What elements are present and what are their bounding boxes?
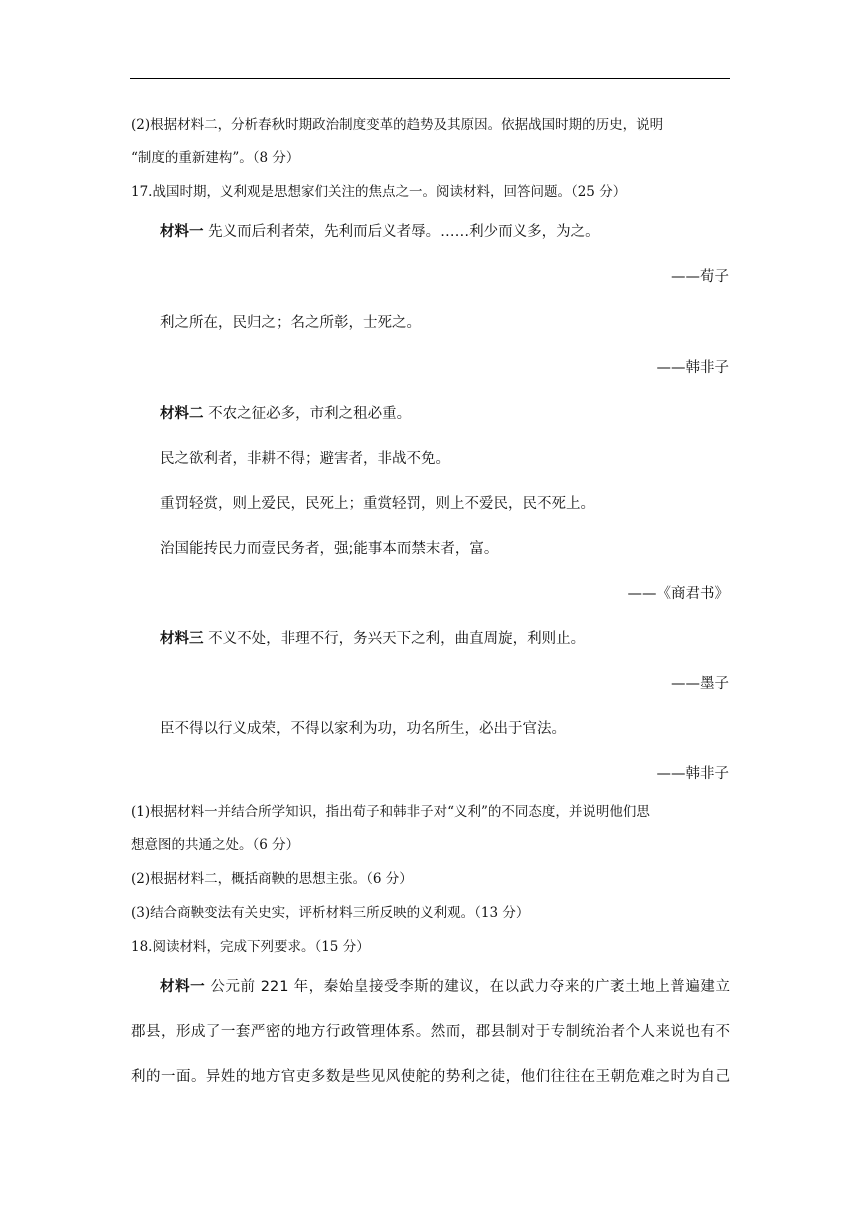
q17-material-1 bbox=[160, 220, 600, 241]
q17-material-3 bbox=[160, 627, 585, 648]
q17-material-3-source: ——墨子 bbox=[671, 676, 729, 692]
q17-material-3-quote-2: 臣不得以行义成荣，不得以家利为功，功名所生，必出于官法。 bbox=[160, 721, 566, 737]
material-text: 公元前 221 年，秦始皇接受李斯的建议，在以武力夺来的广袤土地上普遍建立 bbox=[205, 979, 730, 995]
material-label: 材料一 bbox=[160, 224, 204, 240]
q17-material-2-line-2: 民之欲利者，非耕不得；避害者，非战不免。 bbox=[160, 451, 450, 467]
q17-material-2-line-3: 重罚轻赏，则上爱民，民死上；重赏轻罚，则上不爱民，民不死上。 bbox=[160, 496, 595, 512]
q17-subquestion-2: (2)根据材料二，概括商鞅的思想主张。（6 分） bbox=[131, 871, 413, 887]
q17-subquestion-1-line-1: (1)根据材料一并结合所学知识，指出荀子和韩非子对“义利”的不同态度，并说明他们思 bbox=[131, 804, 650, 820]
q17-subquestion-3: (3)结合商鞅变法有关史实，评析材料三所反映的义利观。（13 分） bbox=[131, 905, 530, 921]
material-label: 材料二 bbox=[160, 406, 204, 422]
material-text: 先义而后利者荣，先利而后义者辱。……利少而义多，为之。 bbox=[203, 224, 600, 240]
material-text: 不义不处，非理不行，务兴天下之利，曲直周旋，利则止。 bbox=[203, 631, 586, 647]
material-label: 材料三 bbox=[160, 631, 204, 647]
q18-material-1-line-3: 利的一面。异姓的地方官吏多数是些见风使舵的势利之徒，他们往往在王朝危难之时为自己 bbox=[131, 1069, 730, 1085]
material-text: 不农之征必多，市利之租必重。 bbox=[203, 406, 412, 422]
q17-material-3-quote-2-source: ——韩非子 bbox=[656, 766, 729, 782]
q17-material-1-quote-2: 利之所在，民归之；名之所彰，士死之。 bbox=[160, 315, 421, 331]
question-16-part-2-line-1: (2)根据材料二，分析春秋时期政治制度变革的趋势及其原因。依据战国时期的历史，说明 bbox=[131, 117, 664, 133]
question-18-title: 18.阅读材料，完成下列要求。（15 分） bbox=[131, 939, 370, 955]
question-17-title: 17.战国时期，义利观是思想家们关注的焦点之一。阅读材料，回答问题。（25 分） bbox=[131, 184, 627, 200]
material-label: 材料一 bbox=[160, 979, 206, 995]
q18-material-1-line-1 bbox=[160, 975, 730, 996]
q17-material-2-source: ——《商君书》 bbox=[627, 586, 729, 602]
header-rule bbox=[130, 78, 730, 79]
q17-material-2-line-4: 治国能抟民力而壹民务者，强;能事本而禁末者，富。 bbox=[160, 541, 499, 557]
q17-material-2 bbox=[160, 402, 411, 423]
q17-material-1-quote-2-source: ——韩非子 bbox=[656, 360, 729, 376]
q17-material-1-source: ——荀子 bbox=[671, 269, 729, 285]
question-16-part-2-line-2: “制度的重新建构”。（8 分） bbox=[131, 150, 300, 166]
q17-subquestion-1-line-2: 想意图的共通之处。（6 分） bbox=[131, 837, 300, 853]
q18-material-1-line-2: 郡县，形成了一套严密的地方行政管理体系。然而，郡县制对于专制统治者个人来说也有不 bbox=[131, 1024, 730, 1040]
